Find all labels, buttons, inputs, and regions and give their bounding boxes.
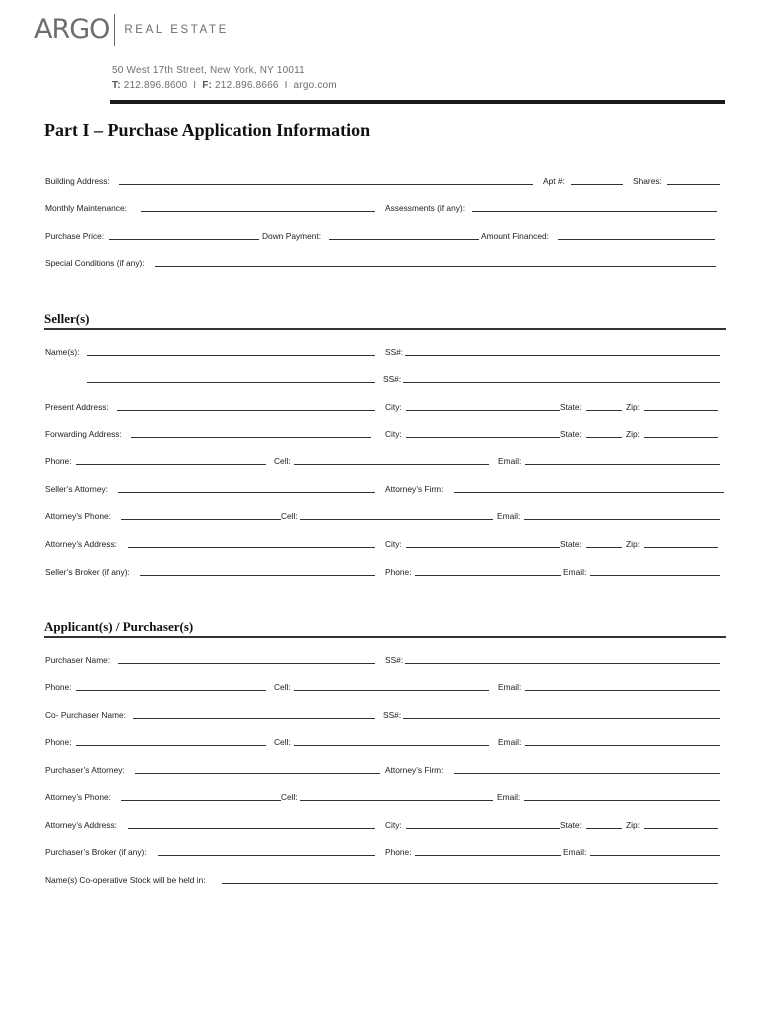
purchaser-attorney-address-label: Attorney’s Address: xyxy=(45,820,118,830)
seller-attorney-zip-label: Zip: xyxy=(626,539,640,549)
purchaser-email-field[interactable] xyxy=(525,690,720,691)
monthly-maintenance-label: Monthly Maintenance: xyxy=(45,203,127,213)
purchaser-attorney-email-field[interactable] xyxy=(524,800,720,801)
special-conditions-label: Special Conditions (if any): xyxy=(45,258,145,268)
co-purchaser-phone-field[interactable] xyxy=(76,745,266,746)
special-conditions-field[interactable] xyxy=(155,266,716,267)
purchaser-attorney-label: Purchaser’s Attorney: xyxy=(45,765,125,775)
purchaser-name-field[interactable] xyxy=(118,663,375,664)
seller-attorney-phone-field[interactable] xyxy=(121,519,281,520)
monthly-maintenance-field[interactable] xyxy=(141,211,375,212)
purchaser-attorney-city-label: City: xyxy=(385,820,402,830)
present-address-field[interactable] xyxy=(117,410,375,411)
contact-separator: I xyxy=(284,80,288,91)
co-purchaser-cell-label: Cell: xyxy=(274,737,291,747)
purchaser-attorney-zip-field[interactable] xyxy=(644,828,718,829)
amount-financed-label: Amount Financed: xyxy=(481,231,549,241)
seller-attorney-email-field[interactable] xyxy=(524,519,720,520)
seller-cell-label: Cell: xyxy=(274,456,291,466)
purchaser-ss-label: SS#: xyxy=(385,655,404,665)
purchaser-attorney-zip-label: Zip: xyxy=(626,820,640,830)
forwarding-zip-field[interactable] xyxy=(644,437,718,438)
seller-attorney-phone-label: Attorney’s Phone: xyxy=(45,511,111,521)
seller-attorney-cell-label: Cell: xyxy=(281,511,298,521)
office-address: 50 West 17th Street, New York, NY 10011 xyxy=(112,65,305,76)
seller-phone-label: Phone: xyxy=(45,456,72,466)
seller-broker-email-field[interactable] xyxy=(590,575,720,576)
seller-attorney-address-field[interactable] xyxy=(128,547,375,548)
seller-attorney-city-field[interactable] xyxy=(406,547,560,548)
purchaser-broker-field[interactable] xyxy=(158,855,375,856)
apt-label: Apt #: xyxy=(543,176,565,186)
seller-ss-label-2: SS#: xyxy=(383,374,402,384)
seller-email-field[interactable] xyxy=(525,464,720,465)
forwarding-state-label: State: xyxy=(560,429,582,439)
seller-ss-label-1: SS#: xyxy=(385,347,404,357)
purchaser-attorney-cell-field[interactable] xyxy=(300,800,493,801)
purchaser-phone-field[interactable] xyxy=(76,690,266,691)
seller-names-label: Name(s): xyxy=(45,347,80,357)
logo-wordmark: ARGO xyxy=(34,14,110,45)
apt-field[interactable] xyxy=(571,184,623,185)
seller-name-field-1[interactable] xyxy=(87,355,375,356)
seller-cell-field[interactable] xyxy=(294,464,489,465)
seller-broker-field[interactable] xyxy=(140,575,375,576)
building-address-label: Building Address: xyxy=(45,176,110,186)
co-purchaser-name-label: Co- Purchaser Name: xyxy=(45,710,126,720)
purchaser-phone-label: Phone: xyxy=(45,682,72,692)
shares-field[interactable] xyxy=(667,184,720,185)
co-purchaser-cell-field[interactable] xyxy=(294,745,489,746)
seller-broker-phone-field[interactable] xyxy=(415,575,561,576)
seller-attorney-firm-label: Attorney’s Firm: xyxy=(385,484,444,494)
shares-label: Shares: xyxy=(633,176,662,186)
seller-broker-phone-label: Phone: xyxy=(385,567,412,577)
purchaser-attorney-phone-field[interactable] xyxy=(121,800,281,801)
co-purchaser-email-label: Email: xyxy=(498,737,522,747)
purchaser-attorney-state-label: State: xyxy=(560,820,582,830)
sellers-rule xyxy=(44,328,726,330)
seller-broker-label: Seller’s Broker (if any): xyxy=(45,567,130,577)
assessments-field[interactable] xyxy=(472,211,717,212)
down-payment-field[interactable] xyxy=(329,239,479,240)
purchasers-rule xyxy=(44,636,726,638)
argo-logo xyxy=(34,14,229,46)
assessments-label: Assessments (if any): xyxy=(385,203,466,213)
building-address-field[interactable] xyxy=(119,184,533,185)
seller-attorney-field[interactable] xyxy=(118,492,375,493)
seller-attorney-state-field[interactable] xyxy=(586,547,622,548)
stock-holders-field[interactable] xyxy=(222,883,718,884)
present-state-field[interactable] xyxy=(586,410,622,411)
down-payment-label: Down Payment: xyxy=(262,231,322,241)
seller-ss-field-2[interactable] xyxy=(403,382,720,383)
purchaser-broker-email-label: Email: xyxy=(563,847,587,857)
seller-email-label: Email: xyxy=(498,456,522,466)
present-address-label: Present Address: xyxy=(45,402,109,412)
purchaser-attorney-city-field[interactable] xyxy=(406,828,560,829)
phone-prefix: T: xyxy=(112,80,121,91)
purchaser-broker-email-field[interactable] xyxy=(590,855,720,856)
purchaser-cell-label: Cell: xyxy=(274,682,291,692)
purchaser-attorney-state-field[interactable] xyxy=(586,828,622,829)
amount-financed-field[interactable] xyxy=(558,239,715,240)
purchaser-name-label: Purchaser Name: xyxy=(45,655,111,665)
page-title: Part I – Purchase Application Information xyxy=(44,120,371,140)
present-zip-field[interactable] xyxy=(644,410,718,411)
seller-phone-field[interactable] xyxy=(76,464,266,465)
purchase-price-field[interactable] xyxy=(109,239,259,240)
purchaser-attorney-phone-label: Attorney’s Phone: xyxy=(45,792,111,802)
logo-subtitle: REAL ESTATE xyxy=(124,24,229,36)
forwarding-city-field[interactable] xyxy=(406,437,560,438)
seller-attorney-email-label: Email: xyxy=(497,511,521,521)
forwarding-zip-label: Zip: xyxy=(626,429,640,439)
purchaser-ss-field[interactable] xyxy=(405,663,720,664)
logo-divider xyxy=(114,14,115,46)
present-state-label: State: xyxy=(560,402,582,412)
contact-line xyxy=(112,80,337,91)
seller-attorney-firm-field[interactable] xyxy=(454,492,724,493)
co-purchaser-name-field[interactable] xyxy=(133,718,375,719)
purchaser-attorney-cell-label: Cell: xyxy=(281,792,298,802)
purchasers-heading: Applicant(s) / Purchaser(s) xyxy=(44,619,194,634)
forwarding-city-label: City: xyxy=(385,429,402,439)
seller-attorney-state-label: State: xyxy=(560,539,582,549)
purchaser-broker-phone-field[interactable] xyxy=(415,855,561,856)
seller-attorney-city-label: City: xyxy=(385,539,402,549)
forwarding-state-field[interactable] xyxy=(586,437,622,438)
seller-attorney-zip-field[interactable] xyxy=(644,547,718,548)
purchaser-attorney-address-field[interactable] xyxy=(128,828,375,829)
purchaser-attorney-field[interactable] xyxy=(135,773,380,774)
purchaser-attorney-email-label: Email: xyxy=(497,792,521,802)
present-city-label: City: xyxy=(385,402,402,412)
purchaser-email-label: Email: xyxy=(498,682,522,692)
stock-holders-label: Name(s) Co-operative Stock will be held in: xyxy=(45,875,206,885)
co-purchaser-ss-label: SS#: xyxy=(383,710,402,720)
purchaser-broker-label: Purchaser’s Broker (if any): xyxy=(45,847,147,857)
seller-attorney-address-label: Attorney’s Address: xyxy=(45,539,118,549)
office-phone: 212.896.8600 xyxy=(123,80,188,91)
purchaser-attorney-firm-field[interactable] xyxy=(454,773,720,774)
seller-name-field-2[interactable] xyxy=(87,382,375,383)
purchaser-cell-field[interactable] xyxy=(294,690,489,691)
fax-prefix: F: xyxy=(202,80,213,91)
purchaser-attorney-firm-label: Attorney’s Firm: xyxy=(385,765,444,775)
office-fax: 212.896.8666 xyxy=(215,80,279,91)
seller-attorney-label: Seller’s Attorney: xyxy=(45,484,109,494)
contact-separator: I xyxy=(193,80,197,91)
seller-broker-email-label: Email: xyxy=(563,567,587,577)
present-city-field[interactable] xyxy=(406,410,560,411)
forwarding-address-label: Forwarding Address: xyxy=(45,429,122,439)
co-purchaser-phone-label: Phone: xyxy=(45,737,72,747)
office-website: argo.com xyxy=(293,80,337,91)
sellers-heading: Seller(s) xyxy=(44,311,90,326)
header-rule xyxy=(110,100,725,104)
present-zip-label: Zip: xyxy=(626,402,640,412)
forwarding-address-field[interactable] xyxy=(131,437,371,438)
purchaser-broker-phone-label: Phone: xyxy=(385,847,412,857)
co-purchaser-email-field[interactable] xyxy=(525,745,720,746)
seller-ss-field-1[interactable] xyxy=(405,355,720,356)
purchase-price-label: Purchase Price: xyxy=(45,231,105,241)
seller-attorney-cell-field[interactable] xyxy=(300,519,493,520)
co-purchaser-ss-field[interactable] xyxy=(403,718,720,719)
